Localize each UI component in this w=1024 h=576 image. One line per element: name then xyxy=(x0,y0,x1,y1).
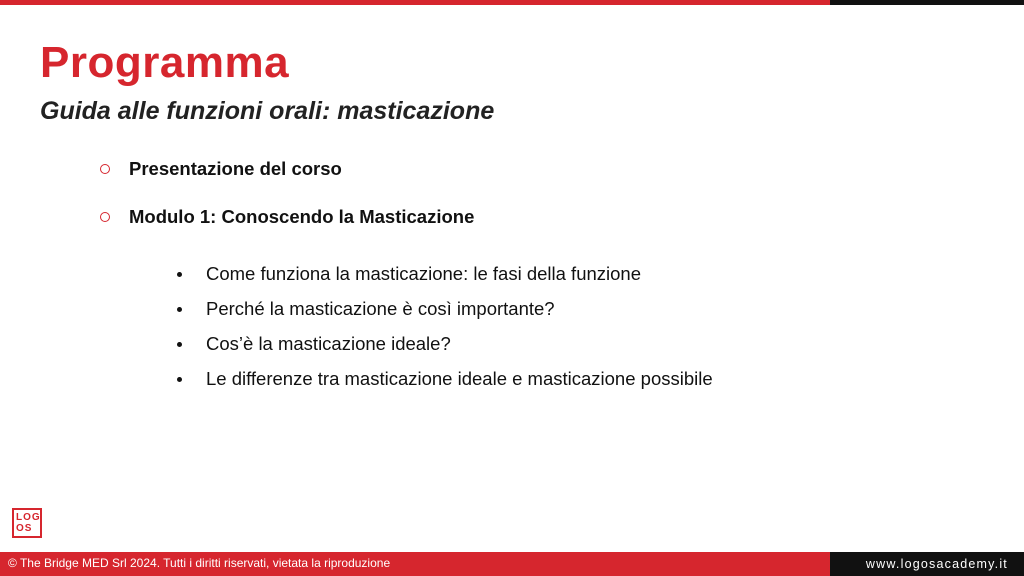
module-item-label: Presentazione del corso xyxy=(129,158,342,179)
dot-bullet-icon xyxy=(177,272,182,277)
top-accent-bar-black xyxy=(830,0,1024,5)
footer-bar xyxy=(0,552,1024,576)
topic-item-label: Cos’è la masticazione ideale? xyxy=(206,333,451,354)
topic-item-label: Le differenze tra masticazione ideale e masticazione possibile xyxy=(206,368,713,389)
top-accent-bar xyxy=(0,0,1024,5)
dot-bullet-icon xyxy=(177,342,182,347)
topic-item-label: Perché la masticazione è così importante? xyxy=(206,298,555,319)
copyright-text: © The Bridge MED Srl 2024. Tutti i diritti riservati, vietata la riproduzione xyxy=(8,556,391,570)
circle-bullet-icon xyxy=(100,164,110,174)
circle-bullet-icon xyxy=(100,212,110,222)
dot-bullet-icon xyxy=(177,377,182,382)
logos-logo xyxy=(12,508,42,538)
logo-text-line-1: LOG xyxy=(16,512,41,523)
slide-title: Programma xyxy=(40,38,290,87)
website-url: www.logosacademy.it xyxy=(865,557,1008,571)
dot-bullet-icon xyxy=(177,307,182,312)
logo-text-line-2: OS xyxy=(16,523,33,534)
slide-subtitle: Guida alle funzioni orali: masticazione xyxy=(40,97,495,125)
module-item-label: Modulo 1: Conoscendo la Masticazione xyxy=(129,206,475,227)
top-accent-bar-red xyxy=(0,0,830,5)
topic-item-label: Come funziona la masticazione: le fasi della funzione xyxy=(206,263,641,284)
